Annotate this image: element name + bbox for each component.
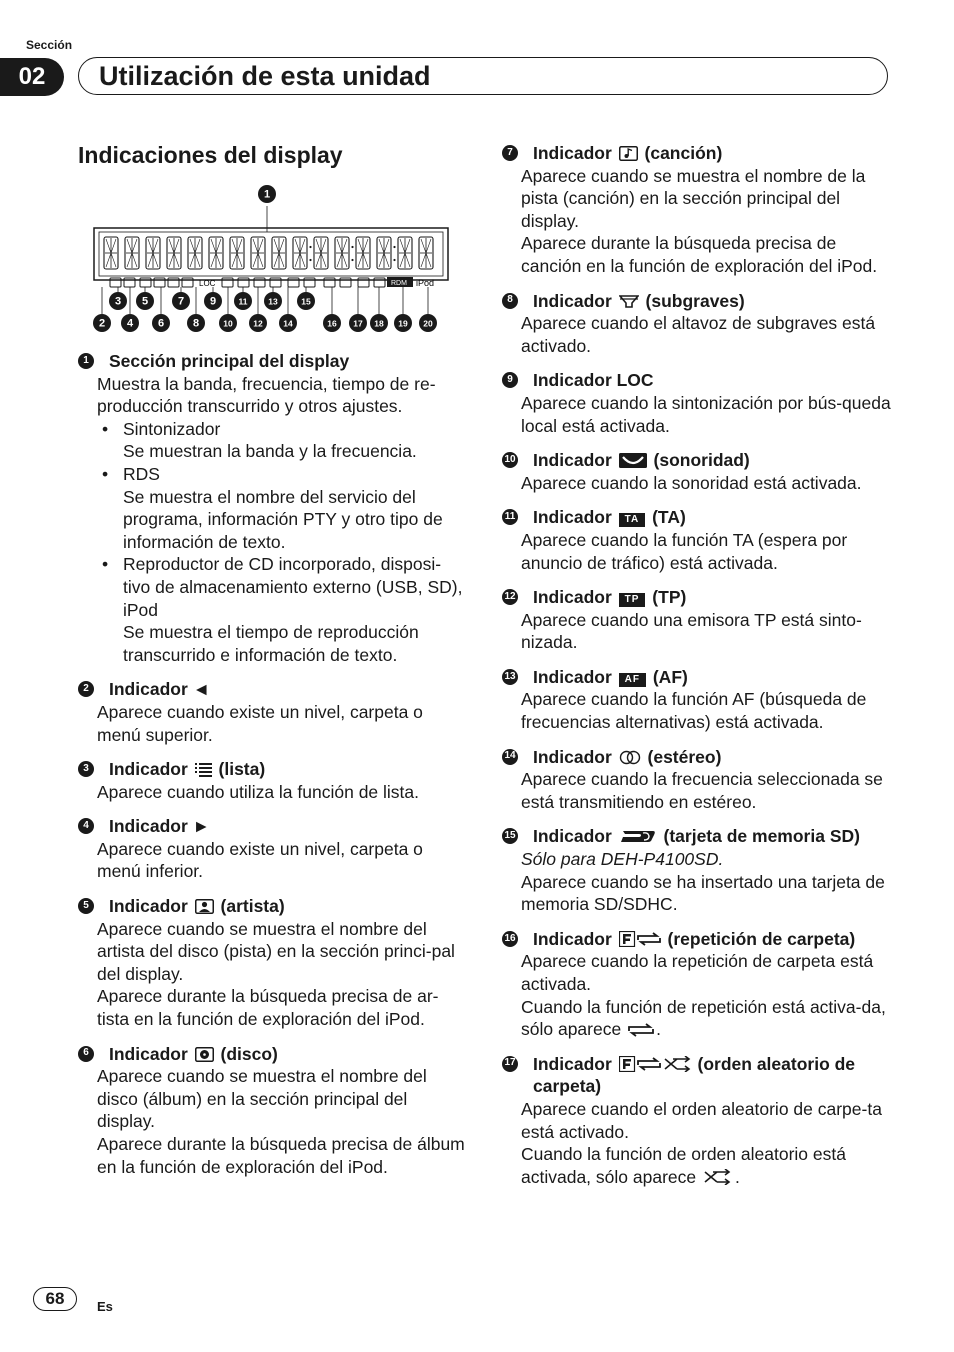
item-number: 10 <box>502 452 518 468</box>
callout-11 <box>234 287 252 310</box>
callout-16 <box>323 287 341 332</box>
item-title: Sección principal del display <box>109 351 350 371</box>
item-number: 6 <box>78 1046 94 1062</box>
item-6: 6 Indicador (disco) Aparece cuando se muestra el nombre del disco (álbum) en la sección principal del display. Aparece durante la búsqueda precisa de álbum en la función de exploración del iPod. <box>78 1043 468 1179</box>
item-8: 8 Indicador (subgraves) Aparece cuando el altavoz de subgraves está activado. <box>502 290 894 358</box>
item-15: 15 Indicador (tarjeta de memoria SD) Sólo para DEH-P4100SD. Aparece cuando se ha insertado una tarjeta de memoria SD/SDHC. <box>502 825 894 915</box>
lcd-colon-dot <box>393 246 395 248</box>
svg-text:13: 13 <box>268 296 278 307</box>
item-17: 17 Indicador (orden aleatorio de carpeta) Aparece cuando el orden aleatorio de carpe-ta está activado. Cuando la función de orden aleatorio está activada, sólo aparece . <box>502 1053 894 1189</box>
language-code: Es <box>97 1299 113 1314</box>
item-desc: Aparece cuando existe un nivel, carpeta o menú superior. <box>97 701 423 745</box>
svg-text:20: 20 <box>423 318 433 329</box>
bullet: • Sintonizador <box>78 418 468 441</box>
svg-text:6: 6 <box>157 317 165 330</box>
tp-icon: TP <box>619 593 646 607</box>
item-7: 7 Indicador (canción) Aparece cuando se muestra el nombre de la pista (canción) en la sección principal del display. Aparece durante la búsqueda precisa de canción en la función de exploración del iPod. <box>502 142 894 278</box>
item-number: 1 <box>78 353 94 369</box>
item-number: 9 <box>502 372 518 388</box>
item-desc: Aparece cuando la frecuencia seleccionada se está transmitiendo en estéreo. <box>521 769 883 812</box>
callout-8 <box>187 287 205 332</box>
page-title: Utilización de esta unidad <box>99 61 431 91</box>
item-number: 7 <box>502 145 518 161</box>
item-1 <box>78 350 468 666</box>
song-icon <box>619 146 638 161</box>
svg-text:10: 10 <box>223 318 233 329</box>
svg-text:19: 19 <box>398 318 408 329</box>
artist-icon <box>195 899 214 914</box>
item-number: 15 <box>502 828 518 844</box>
af-icon: AF <box>619 673 646 687</box>
item-12: 12 Indicador TP (TP) Aparece cuando una emisora TP está sinto-nizada. <box>502 586 894 654</box>
lcd-colon-dot <box>393 259 395 261</box>
item-title: Indicador ◄ <box>109 679 210 700</box>
item-desc: Aparece durante la búsqueda precisa de álbum en la función de exploración del iPod. <box>97 1134 465 1177</box>
callout-19 <box>394 287 412 332</box>
item-title: Indicador LOC <box>533 370 654 391</box>
svg-text:9: 9 <box>209 295 217 308</box>
svg-text:16: 16 <box>327 318 337 329</box>
svg-text:14: 14 <box>283 318 293 329</box>
item-14: 14 Indicador (estéreo) Aparece cuando la frecuencia seleccionada se está transmitiendo en estéreo. <box>502 746 894 814</box>
left-column <box>78 350 468 1190</box>
disc-icon <box>195 1047 214 1062</box>
folder-repeat-icon <box>619 931 661 947</box>
item-11: 11 Indicador TA (TA) Aparece cuando la función TA (espera por anuncio de tráfico) está activada. <box>502 506 894 574</box>
svg-text:1: 1 <box>263 188 271 201</box>
item-desc: Aparece cuando se muestra el nombre de la pista (canción) en la sección principal del display. <box>521 165 866 231</box>
item-number: 16 <box>502 931 518 947</box>
item-desc: Aparece cuando una emisora TP está sinto-nizada. <box>521 609 862 653</box>
callout-15 <box>297 287 315 310</box>
callout-1 <box>258 185 276 232</box>
svg-text:7: 7 <box>177 295 185 308</box>
item-desc: Cuando la función de orden aleatorio está activada, sólo aparece . <box>521 1144 846 1187</box>
title-bar <box>78 57 888 95</box>
item-desc: Aparece cuando existe un nivel, carpeta o menú inferior. <box>97 838 423 882</box>
svg-text:8: 8 <box>192 317 200 330</box>
lcd-rdm-label: RDM <box>391 280 407 287</box>
item-13: 13 Indicador AF (AF) Aparece cuando la función AF (búsqueda de frecuencias alternativas) está activada. <box>502 666 894 734</box>
list-icon <box>195 762 212 777</box>
lcd-ipod-label: iPod <box>416 278 435 288</box>
callout-4 <box>121 287 139 332</box>
svg-text:18: 18 <box>374 318 384 329</box>
callout-3 <box>109 287 127 310</box>
svg-text:5: 5 <box>141 295 149 308</box>
svg-text:17: 17 <box>353 318 363 329</box>
svg-text:12: 12 <box>253 318 263 329</box>
callout-5 <box>136 287 154 310</box>
item-desc: Aparece cuando la función TA (espera por anuncio de tráfico) está activada. <box>521 529 848 573</box>
item-number: 12 <box>502 589 518 605</box>
svg-text:11: 11 <box>238 296 248 307</box>
page-number: 68 <box>33 1287 77 1311</box>
bullet-desc: Se muestran la banda y la frecuencia. <box>123 441 417 462</box>
svg-text:3: 3 <box>114 295 122 308</box>
lcd-colon-dot <box>351 259 353 261</box>
item-title: Indicador ► <box>109 816 210 837</box>
callout-13 <box>264 287 282 310</box>
subwoofer-icon <box>619 294 639 309</box>
loudness-icon <box>619 453 647 468</box>
item-number: 17 <box>502 1056 518 1072</box>
lcd-loc-label: LOC <box>199 279 216 288</box>
item-number: 8 <box>502 293 518 309</box>
section-label: Sección <box>26 38 73 52</box>
lcd-colon-dot <box>351 246 353 248</box>
item-desc: Aparece cuando el altavoz de subgraves está activado. <box>521 313 876 356</box>
item-desc: Aparece cuando se muestra el nombre del disco (álbum) en la sección principal del display. <box>97 1066 427 1132</box>
item-desc: Aparece cuando la repetición de carpeta está activada. <box>521 951 874 994</box>
callout-2 <box>93 287 111 332</box>
callout-10 <box>219 287 237 332</box>
item-16: 16 Indicador (repetición de carpeta) Aparece cuando la repetición de carpeta está activada. Cuando la función de repetición está activa-da, sólo aparece . <box>502 928 894 1041</box>
item-3: 3 Indicador (lista) Aparece cuando utiliza la función de lista. <box>78 758 468 803</box>
item-desc: Aparece cuando el orden aleatorio de carpe-ta está activado. <box>521 1098 882 1142</box>
item-desc: Aparece cuando utiliza la función de lista. <box>97 781 420 802</box>
callout-7 <box>172 287 190 310</box>
callout-9 <box>204 287 222 310</box>
folder-random-icon <box>619 1056 691 1072</box>
svg-text:2: 2 <box>98 317 106 330</box>
item-4 <box>78 815 468 883</box>
item-number: 14 <box>502 749 518 765</box>
callout-18 <box>370 287 388 332</box>
item-desc: Aparece cuando la sonoridad está activada. <box>521 472 862 493</box>
bullet-desc: Se muestra el tiempo de reproducción transcurrido e información de texto. <box>123 622 419 665</box>
bullet-desc: Se muestra el nombre del servicio del programa, información PTY y otro tipo de información de texto. <box>123 486 443 552</box>
sd-card-icon <box>619 829 657 844</box>
item-number: 3 <box>78 761 94 777</box>
display-diagram <box>92 180 452 340</box>
item-10: 10 Indicador (sonoridad) Aparece cuando la sonoridad está activada. <box>502 449 894 494</box>
item-note: Sólo para DEH-P4100SD. <box>521 849 724 870</box>
random-icon <box>703 1169 733 1185</box>
item-number: 5 <box>78 898 94 914</box>
item-number: 13 <box>502 669 518 685</box>
callout-20 <box>419 287 437 332</box>
callout-14 <box>279 287 297 332</box>
repeat-icon <box>628 1023 654 1037</box>
bullet: • RDS <box>78 463 468 486</box>
callout-12 <box>249 287 267 332</box>
subtitle: Indicaciones del display <box>78 142 343 168</box>
item-desc: Aparece cuando la función AF (búsqueda de frecuencias alternativas) está activada. <box>521 689 867 733</box>
callout-17 <box>349 287 367 332</box>
stereo-icon <box>619 750 641 765</box>
svg-text:4: 4 <box>126 317 134 330</box>
item-desc: Aparece cuando la sintonización por bús-queda local está activada. <box>521 392 891 436</box>
item-2 <box>78 678 468 746</box>
item-number: 4 <box>78 818 94 834</box>
callout-6 <box>152 287 170 332</box>
item-desc: Aparece cuando se ha insertado una tarjeta de memoria SD/SDHC. <box>521 871 885 915</box>
item-9 <box>502 369 894 437</box>
right-column <box>502 142 894 1200</box>
item-number: 11 <box>502 509 518 525</box>
item-desc: Cuando la función de repetición está activa-da, sólo aparece . <box>521 996 886 1040</box>
lcd-colon-dot <box>309 246 311 248</box>
section-number-badge: 02 <box>0 58 64 96</box>
item-desc: Aparece cuando se muestra el nombre del artista del disco (pista) en la sección princi-pal del display. <box>97 918 455 984</box>
bullet: • Reproductor de CD incorporado, disposi-tivo de almacenamiento externo (USB, SD), iPod <box>78 553 468 621</box>
lcd-colon-dot <box>309 259 311 261</box>
item-number: 2 <box>78 681 94 697</box>
item-5: 5 Indicador (artista) Aparece cuando se muestra el nombre del artista del disco (pista) en la sección princi-pal del display. Aparece durante la búsqueda precisa de ar-tista en la función de exploración del iPod. <box>78 895 468 1031</box>
item-desc: Aparece durante la búsqueda precisa de canción en la función de exploración del iPod. <box>521 233 878 276</box>
item-desc: Aparece durante la búsqueda precisa de ar-tista en la función de exploración del iPod. <box>97 986 439 1030</box>
ta-icon: TA <box>619 513 646 527</box>
svg-text:15: 15 <box>301 296 311 307</box>
item-desc: Muestra la banda, frecuencia, tiempo de re-producción transcurrido y otros ajustes. <box>97 373 436 417</box>
